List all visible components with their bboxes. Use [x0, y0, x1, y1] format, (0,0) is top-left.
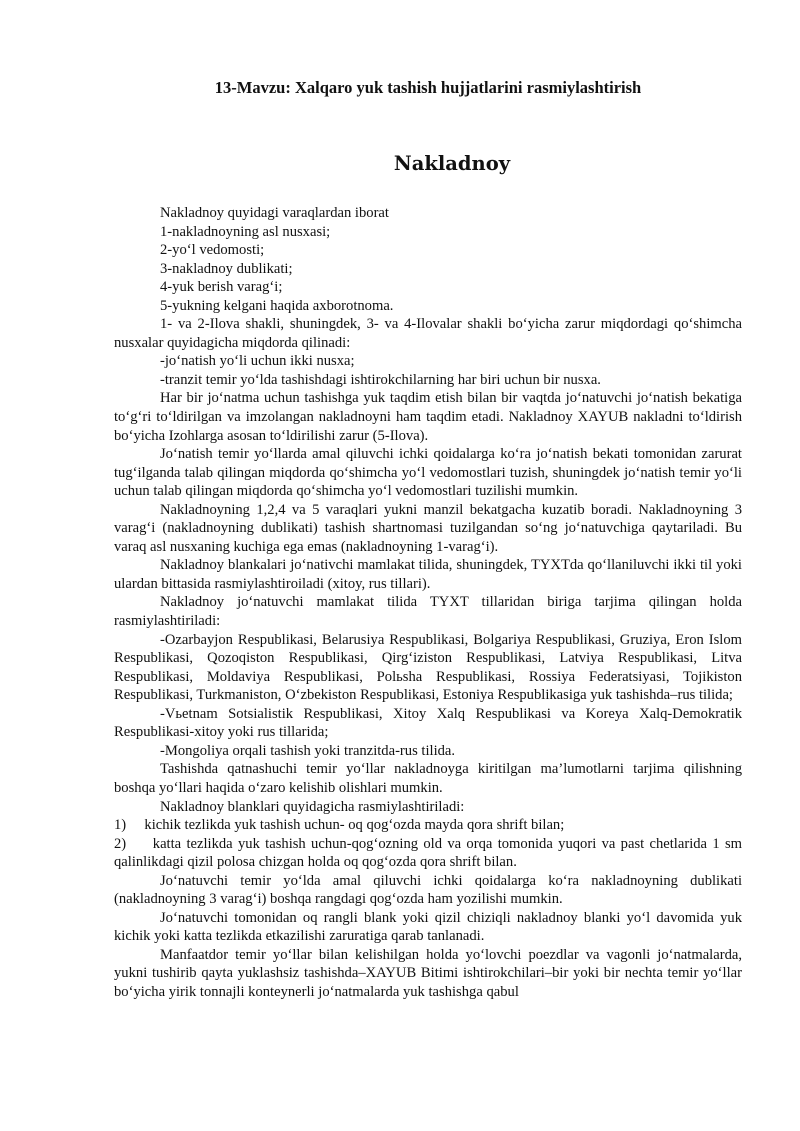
paragraph: Har bir jo‘natma uchun tashishga yuk taqdim etish bilan bir vaqtda jo‘natuvchi jo‘natish bekatiga to‘g‘ri to‘ldirilgan va imzolangan nakladnoyni ham taqdim etadi. Nakladnoy XAYUB nakladni to‘ldirish bo‘yicha Izohlarga asosan to‘ldirilishi zarur (5-Ilova). [114, 390, 742, 444]
paragraph: Nakladnoy blankalari jo‘nativchi mamlakat tilida, shuningdek, TYXTda qo‘llaniluvchi ikki til yoki ulardan bittasida rasmiylashtiroiladi (xitoy, rus tillari). [114, 557, 742, 592]
paragraph: Nakladnoy blanklari quyidagicha rasmiylashtiriladi: [160, 798, 465, 815]
page-title: 13-Mavzu: Xalqaro yuk tashish hujjatlarini rasmiylashtirish [214, 78, 642, 97]
paragraph: Manfaatdor temir yo‘llar bilan kelishilgan holda yo‘lovchi poezdlar va vagonli jo‘natmalarda, yukni tushirib qayta yuklashsiz tashishda–XAYUB Bitimi ishtirokchilari–bir yoki bir nechta temir yo‘llar bo‘yicha yirik tonnajli konteynerli jo‘natmalarda yuk tashishga qabul [114, 946, 742, 1000]
document-body [114, 204, 742, 1002]
paragraph: Jo‘natish temir yo‘llarda amal qiluvchi ichki qoidalarga ko‘ra jo‘natish bekati tomonidan zarurat tug‘ilganda talab qilingan miqdorda qo‘shimcha yo‘l vedomostlari tuzish, shuningdek jo‘natish temir yo‘li uchun talab qilingan miqdorda qo‘shimcha yo‘l vedomostlari tuzilishi mumkin. [114, 446, 742, 500]
paragraph: -Ozarbayjon Respublikasi, Belarusiya Respublikasi, Bolgariya Respublikasi, Gruziya, Eron Islom Respublikasi, Qozoqiston Respublikasi, Qirg‘iziston Respublikasi, Latviya Respublikasi, Litva Respublikasi, Moldaviya Respublikasi, Polьsha Respublikasi, Rossiya Federatsiyasi, Tojikiston Respublikasi, Turkmaniston, O‘zbekiston Respublikasi, Estoniya Respublikasiga yuk tashishda–rus tilida; [114, 631, 742, 704]
section-heading: Nakladnoy [393, 152, 511, 175]
paragraph: 1- va 2-Ilova shakli, shuningdek, 3- va 4-Ilovalar shakli bo‘yicha zarur miqdordagi qo‘shimcha nusxalar quyidagicha miqdorda qilinadi: [114, 316, 742, 351]
paragraph: Nakladnoyning 1,2,4 va 5 varaqlari yukni manzil bekatgacha kuzatib boradi. Nakladnoyning 3 varag‘i (nakladnoyning dublikati) tashish shartnomasi tuzilgandan so‘ng jo‘natuvchiga qaytariladi. Bu varaq asl nusxaning kuchiga ega emas (nakladnoyning 1-varag‘i). [114, 501, 742, 555]
list-item: 5-yukning kelgani haqida axborotnoma. [160, 297, 394, 314]
paragraph: Nakladnoy quyidagi varaqlardan iborat [160, 205, 389, 221]
list-item: 3-nakladnoy dublikati; [160, 260, 293, 277]
list-item: -tranzit temir yo‘lda tashishdagi ishtirokchilarning har biri uchun bir nusxa. [160, 371, 601, 388]
list-item: 4-yuk berish varag‘i; [160, 279, 283, 296]
paragraph: Nakladnoy jo‘natuvchi mamlakat tilida TYXT tillaridan biriga tarjima qilingan holda rasmiylashtiriladi: [114, 594, 742, 630]
list-item: 1-nakladnoyning asl nusxasi; [160, 223, 331, 240]
numbered-item: 1) kichik tezlikda yuk tashish uchun- oq qog‘ozda mayda qora shrift bilan; [114, 817, 565, 834]
list-item: 2-yo‘l vedomosti; [160, 242, 265, 259]
paragraph: -Mongoliya orqali tashish yoki tranzitda-rus tilida. [160, 742, 456, 759]
paragraph: Jo‘natuvchi temir yo‘lda amal qiluvchi ichki qoidalarga ko‘ra nakladnoyning dublikati (nakladnoyning 3 varag‘i) boshqa rangdagi qog‘ozda ham yozilishi mumkin. [114, 872, 742, 908]
paragraph: -Vьetnam Sotsialistik Respublikasi, Xitoy Xalq Respublikasi va Koreya Xalq-Demokratik Respublikasi-xitoy yoki rus tillarida; [114, 705, 742, 741]
numbered-item: 2) katta tezlikda yuk tashish uchun-qog‘ozning old va orqa tomonida yuqori va past chetlarida 1 sm qalinlikdagi qizil polosa chizgan holda oq qog‘ozda qora shrift bilan. [114, 835, 742, 871]
paragraph: Tashishda qatnashuchi temir yo‘llar nakladnoyga kiritilgan ma’lumotlarni tarjima qilishning boshqa yo‘llari haqida o‘zaro kelishib olishlari mumkin. [114, 761, 742, 796]
list-item: -jo‘natish yo‘li uchun ikki nusxa; [160, 353, 355, 370]
paragraph: Jo‘natuvchi tomonidan oq rangli blank yoki qizil chiziqli nakladnoy blanki yo‘l davomida yuk kichik yoki katta tezlikda etkazilishi zaruratiga qarab tanlanadi. [114, 909, 742, 945]
